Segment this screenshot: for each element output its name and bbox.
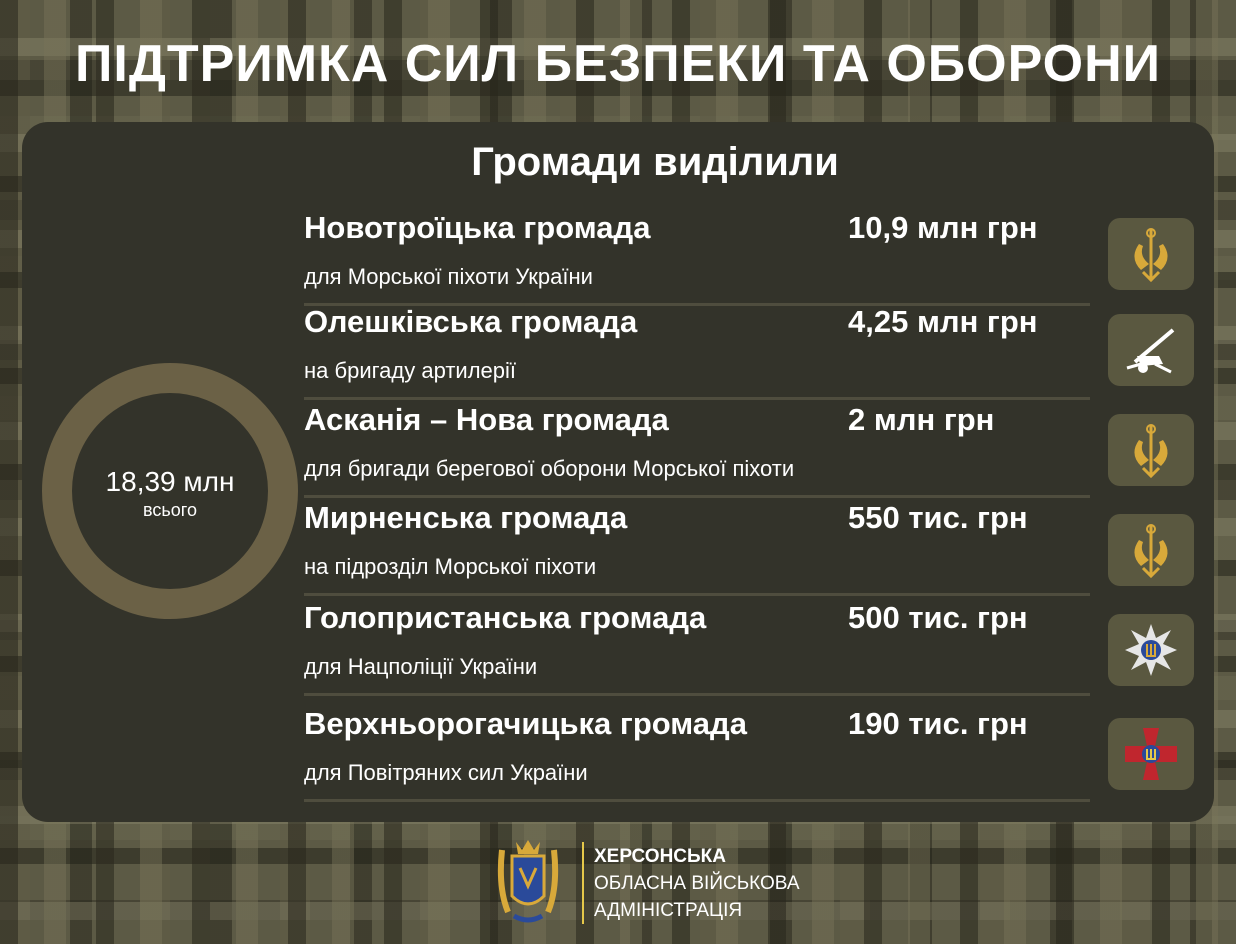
kherson-coat-of-arms-icon xyxy=(492,838,564,928)
national-police-emblem-icon xyxy=(1108,614,1194,686)
community-name: Асканія – Нова громада xyxy=(304,402,669,437)
marine-infantry-emblem-icon xyxy=(1108,514,1194,586)
community-amount: 2 млн грн xyxy=(848,402,995,437)
total-caption: всього xyxy=(143,499,197,520)
marine-infantry-emblem-icon xyxy=(1108,414,1194,486)
community-amount: 190 тис. грн xyxy=(848,706,1028,741)
list-item xyxy=(304,398,1094,498)
community-name: Олешківська громада xyxy=(304,304,638,339)
community-purpose: на підрозділ Морської піхоти xyxy=(304,554,597,579)
list-item xyxy=(304,596,1094,696)
total-ring xyxy=(42,363,298,619)
footer-line-2: ОБЛАСНА ВІЙСЬКОВА xyxy=(594,873,800,894)
community-name: Мирненська громада xyxy=(304,500,628,535)
footer-divider xyxy=(582,842,584,924)
community-purpose: для Повітряних сил України xyxy=(304,760,588,785)
community-purpose: для Нацполіції України xyxy=(304,654,538,679)
community-purpose: на бригаду артилерії xyxy=(304,358,517,383)
community-name: Голопристанська громада xyxy=(304,600,707,635)
air-force-emblem-icon xyxy=(1108,718,1194,790)
list-item xyxy=(304,206,1094,306)
community-name: Верхньорогачицька громада xyxy=(304,706,747,741)
marine-infantry-emblem-icon xyxy=(1108,218,1194,290)
list-item xyxy=(304,300,1094,400)
list-item xyxy=(304,702,1094,802)
footer-organization xyxy=(594,843,800,924)
community-purpose: для бригади берегової оборони Морської піхоти xyxy=(304,456,795,481)
row-divider xyxy=(304,693,1090,696)
community-amount: 500 тис. грн xyxy=(848,600,1028,635)
community-name: Новотроїцька громада xyxy=(304,210,651,245)
community-amount: 4,25 млн грн xyxy=(848,304,1038,339)
artillery-emblem-icon xyxy=(1108,314,1194,386)
footer-line-3: АДМІНІСТРАЦІЯ xyxy=(594,900,743,921)
row-divider xyxy=(304,799,1090,802)
list-item xyxy=(304,496,1094,596)
total-value: 18,39 млн xyxy=(105,465,235,497)
community-amount: 10,9 млн грн xyxy=(848,210,1038,245)
community-purpose: для Морської піхоти України xyxy=(304,264,593,289)
panel-subtitle: Громади виділили xyxy=(471,140,839,184)
page-title: ПІДТРИМКА СИЛ БЕЗПЕКИ ТА ОБОРОНИ xyxy=(75,35,1161,93)
footer-line-1: ХЕРСОНСЬКА xyxy=(594,846,726,867)
community-amount: 550 тис. грн xyxy=(848,500,1028,535)
